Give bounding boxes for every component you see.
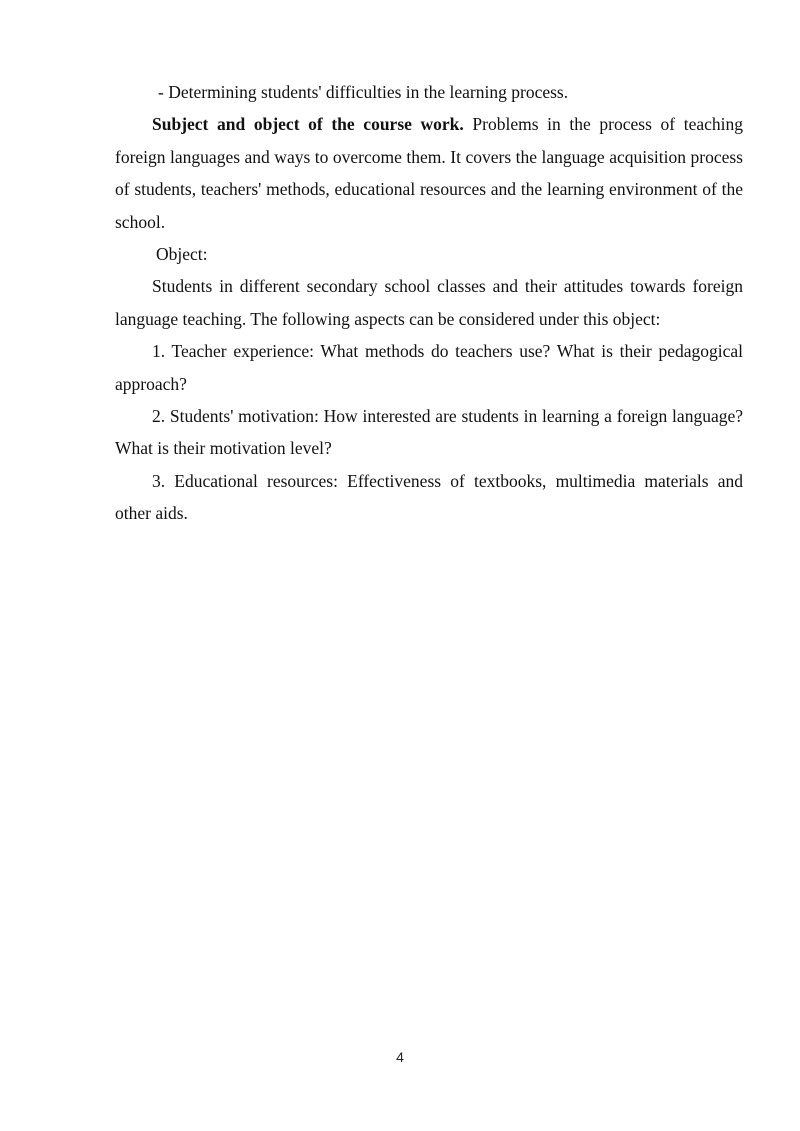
object-label: Object: bbox=[156, 244, 208, 265]
aspect-item-teacher-experience: 1. Teacher experience: What methods do teachers use? What is their pedagogical approach? bbox=[115, 341, 743, 394]
subject-heading: Subject and object of the course work. bbox=[152, 114, 464, 135]
page-body bbox=[115, 76, 743, 530]
aspect-item-educational-resources: 3. Educational resources: Effectiveness of textbooks, multimedia materials and other aids. bbox=[115, 470, 743, 524]
subject-paragraph bbox=[115, 108, 743, 238]
goal-bullet-line: - Determining students' difficulties in the learning process. bbox=[158, 82, 569, 102]
aspect-item-student-motivation: 2. Students' motivation: How interested are students in learning a foreign language? What is their motivation level? bbox=[115, 406, 743, 459]
object-paragraph: Students in different secondary school classes and their attitudes towards foreign language teaching. The following aspects can be considered under this object: bbox=[115, 276, 743, 329]
subject-text: Problems in the process of teaching foreign languages and ways to overcome them. It covers the language acquisition process of students, teachers' methods, educational resources and the learning environment of the school. bbox=[115, 114, 743, 232]
page-number: 4 bbox=[396, 1049, 404, 1065]
